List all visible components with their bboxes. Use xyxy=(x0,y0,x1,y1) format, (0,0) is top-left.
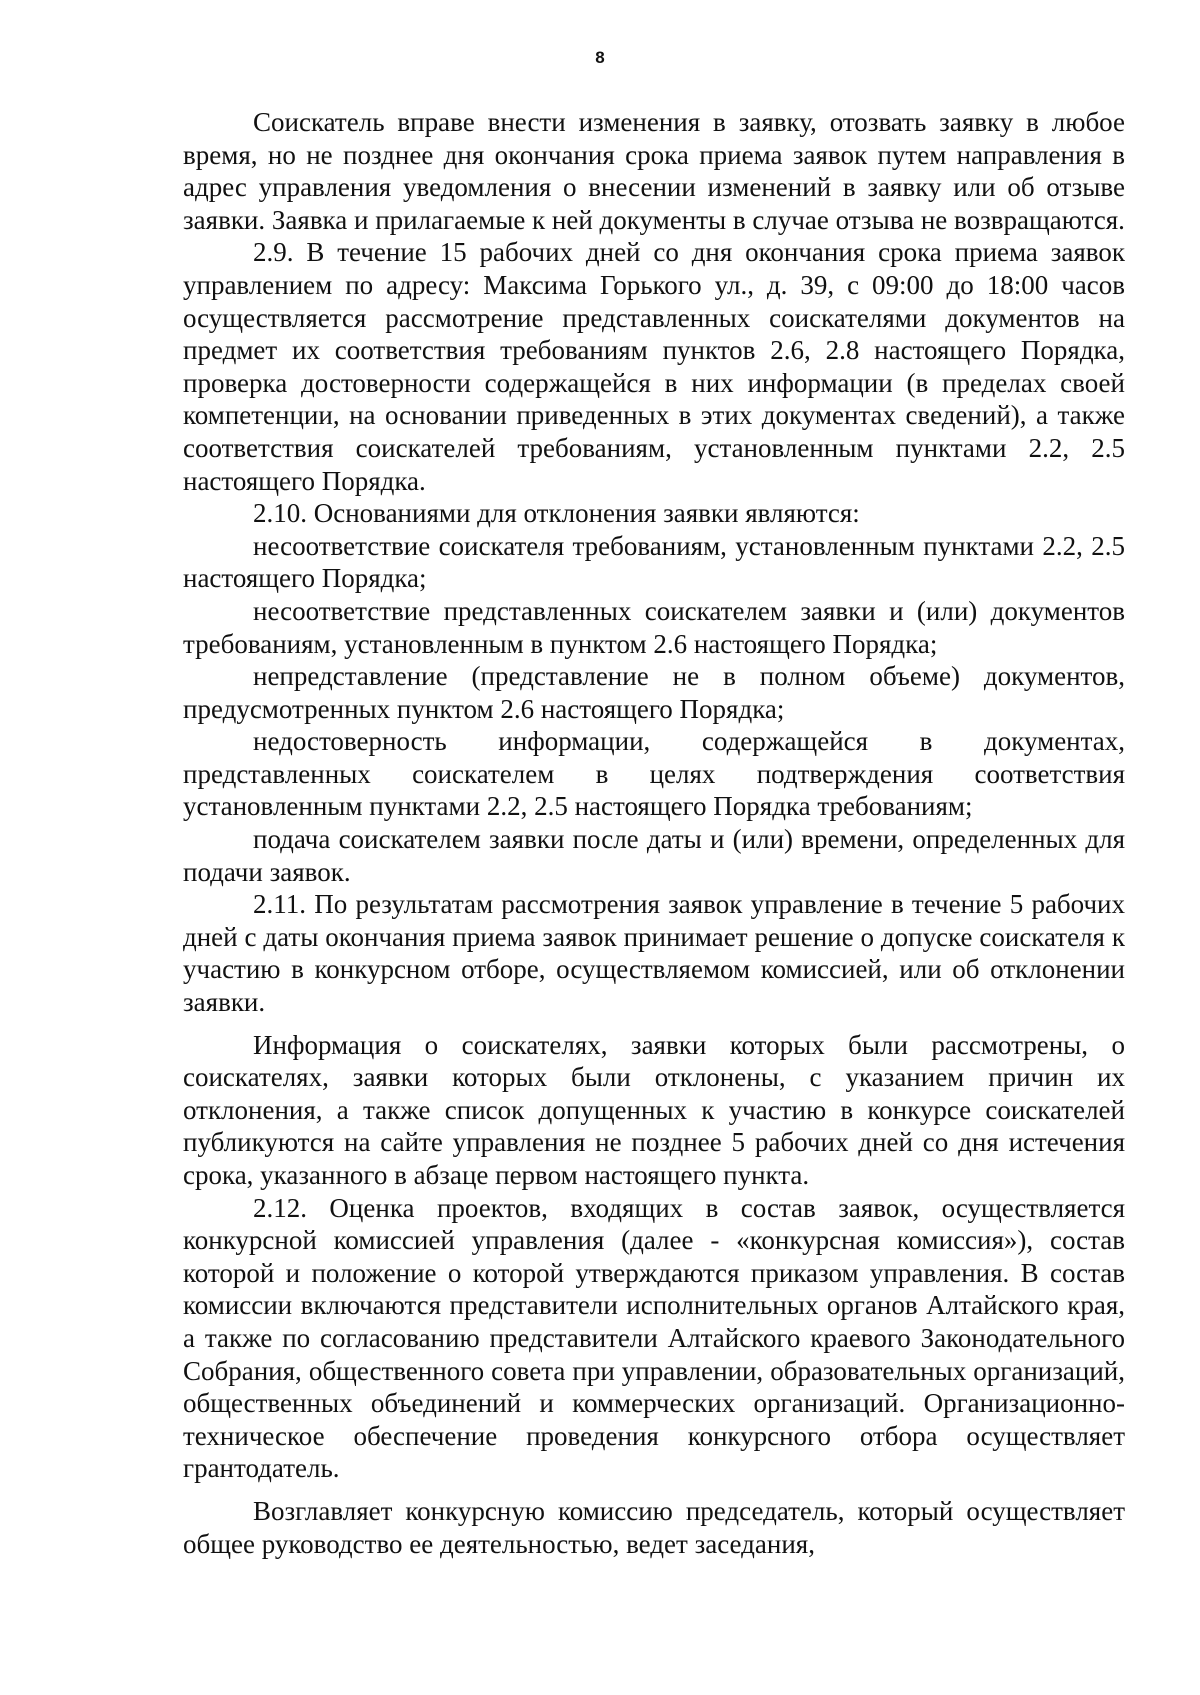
paragraph-2-10-heading: 2.10. Основаниями для отклонения заявки являются: xyxy=(253,498,860,529)
paragraph-application-withdrawal: Соискатель вправе внести изменения в заявку, отозвать заявку в любое время, но не позднее дня окончания срока приема заявок путем направления в адрес управления уведомления о внесении изменений в заявку или об отзыве заявки. Заявка и прилагаемые к ней документы в случае отзыва не возвращаются. xyxy=(183,107,1125,235)
paragraph-applicants-information: Информация о соискателях, заявки которых были рассмотрены, о соискателях, заявки которых были отклонены, с указанием причин их отклонения, а также список допущенных к участию в конкурсе соискателей публикуются на сайте управления не позднее 5 рабочих дней со дня истечения срока, указанного в абзаце первом настоящего пункта. xyxy=(183,1029,1125,1190)
paragraph-rejection-reason-5: подача соискателем заявки после даты и (или) времени, определенных для подачи заявок. xyxy=(183,824,1125,887)
paragraph-rejection-reason-3: непредставление (представление не в полном объеме) документов, предусмотренных пунктом 2.6 настоящего Порядка; xyxy=(183,661,1125,724)
paragraph-2-12: 2.12. Оценка проектов, входящих в состав заявок, осуществляется конкурсной комиссией управления (далее - «конкурсная комиссия»), состав которой и положение о которой утверждаются приказом управления. В состав комиссии включаются представители исполнительных органов Алтайского края, а также по согласованию представители Алтайского краевого Законодательного Собрания, общественного совета при управлении, образовательных организаций, общественных объединений и коммерческих организаций. Организационно-техническое обеспечение проведения конкурсного отбора осуществляет грантодатель. xyxy=(183,1192,1125,1484)
page-number: 8 xyxy=(595,48,605,67)
paragraph-commission-chairman: Возглавляет конкурсную комиссию председатель, который осуществляет общее руководство ее деятельностью, ведет заседания, xyxy=(183,1495,1125,1559)
paragraph-2-11: 2.11. По результатам рассмотрения заявок управление в течение 5 рабочих дней с даты окончания приема заявок принимает решение о допуске соискателя к участию в конкурсном отборе, осуществляемом комиссией, или об отклонении заявки. xyxy=(183,889,1125,1018)
paragraph-2-9: 2.9. В течение 15 рабочих дней со дня окончания срока приема заявок управлением по адресу: Максима Горького ул., д. 39, с 09:00 до 18:00 часов осуществляется рассмотрение представленных соискателями документов на предмет их соответствия требованиям пунктов 2.6, 2.8 настоящего Порядка, проверка достоверности содержащейся в них информации (в пределах своей компетенции, на основании приведенных в этих документах сведений), а также соответствия соискателей требованиям, установленным пунктами 2.2, 2.5 настоящего Порядка. xyxy=(183,237,1125,496)
paragraph-rejection-reason-2: несоответствие представленных соискателем заявки и (или) документов требованиям, установленным в пунктом 2.6 настоящего Порядка; xyxy=(183,595,1125,659)
paragraph-rejection-reason-4: недостоверность информации, содержащейся в документах, представленных соискателем в целях подтверждения соответствия установленным пунктами 2.2, 2.5 настоящего Порядка требованиям; xyxy=(183,726,1125,822)
document-body xyxy=(183,106,1125,1560)
paragraph-rejection-reason-1: несоответствие соискателя требованиям, установленным пунктами 2.2, 2.5 настоящего Порядка; xyxy=(183,530,1125,594)
